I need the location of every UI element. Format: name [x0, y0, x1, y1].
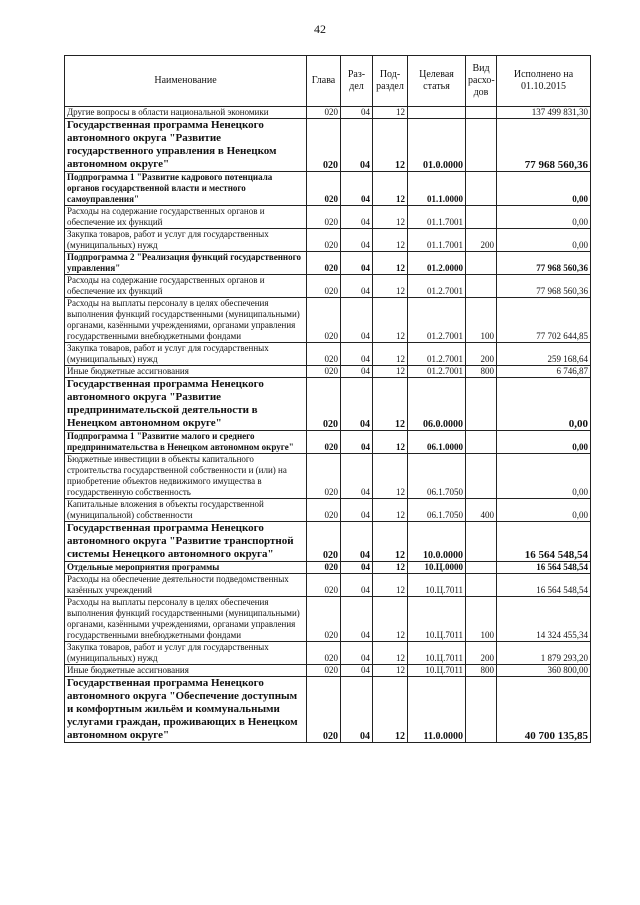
- cell-name: Отдельные мероприятия программы: [65, 562, 307, 574]
- cell-vid: [466, 172, 497, 206]
- cell-glava: 020: [307, 298, 341, 343]
- cell-statya: 01.1.7001: [408, 229, 466, 252]
- cell-vid: 200: [466, 343, 497, 366]
- cell-glava: 020: [307, 665, 341, 677]
- table-row: [65, 107, 591, 119]
- cell-name: Закупка товаров, работ и услуг для государственных (муниципальных) нужд: [65, 642, 307, 665]
- cell-ispolneno: 6 746,87: [497, 366, 591, 378]
- table-row: [65, 562, 591, 574]
- cell-glava: 020: [307, 229, 341, 252]
- header-podrazdel: Под- раздел: [373, 56, 408, 107]
- cell-glava: 020: [307, 107, 341, 119]
- table-row: [65, 665, 591, 677]
- table-row: [65, 229, 591, 252]
- cell-vid: 200: [466, 229, 497, 252]
- cell-podrazdel: 12: [373, 665, 408, 677]
- cell-podrazdel: 12: [373, 431, 408, 454]
- cell-ispolneno: 16 564 548,54: [497, 562, 591, 574]
- cell-podrazdel: 12: [373, 574, 408, 597]
- cell-razdel: 04: [341, 206, 373, 229]
- cell-razdel: 04: [341, 366, 373, 378]
- cell-name: Государственная программа Ненецкого автономного округа "Обеспечение доступным и комфортным жильём и коммунальными услугами граждан, проживающих в Ненецком автономном округе": [65, 677, 307, 743]
- cell-razdel: 04: [341, 454, 373, 499]
- cell-razdel: 04: [341, 107, 373, 119]
- cell-ispolneno: 16 564 548,54: [497, 574, 591, 597]
- cell-statya: 10.Ц.7011: [408, 574, 466, 597]
- cell-statya: 11.0.0000: [408, 677, 466, 743]
- header-statya: Целевая статья: [408, 56, 466, 107]
- cell-vid: 800: [466, 366, 497, 378]
- cell-podrazdel: 12: [373, 499, 408, 522]
- cell-razdel: 04: [341, 522, 373, 562]
- table-row: [65, 252, 591, 275]
- table-row: [65, 366, 591, 378]
- cell-razdel: 04: [341, 499, 373, 522]
- table-row: [65, 454, 591, 499]
- cell-razdel: 04: [341, 343, 373, 366]
- cell-name: Расходы на обеспечение деятельности подведомственных казённых учреждений: [65, 574, 307, 597]
- cell-statya: 01.2.0000: [408, 252, 466, 275]
- cell-razdel: 04: [341, 574, 373, 597]
- cell-name: Расходы на содержание государственных органов и обеспечение их функций: [65, 275, 307, 298]
- cell-name: Государственная программа Ненецкого автономного округа "Развитие транспортной системы Ненецкого автономного округа": [65, 522, 307, 562]
- cell-statya: [408, 107, 466, 119]
- cell-glava: 020: [307, 677, 341, 743]
- table-row: [65, 597, 591, 642]
- cell-name: Расходы на выплаты персоналу в целях обеспечения выполнения функций государственными (муниципальными) органами, казёнными учреждениями, органами управления государственными внебюджетными фондами: [65, 298, 307, 343]
- cell-statya: 01.2.7001: [408, 298, 466, 343]
- table-body: [65, 107, 591, 743]
- cell-vid: 100: [466, 298, 497, 343]
- cell-ispolneno: 0,00: [497, 229, 591, 252]
- cell-vid: [466, 275, 497, 298]
- cell-razdel: 04: [341, 378, 373, 431]
- cell-ispolneno: 16 564 548,54: [497, 522, 591, 562]
- cell-name: Подпрограмма 1 "Развитие кадрового потенциала органов государственной власти и местного самоуправления": [65, 172, 307, 206]
- cell-vid: [466, 119, 497, 172]
- cell-ispolneno: 77 968 560,36: [497, 119, 591, 172]
- table-row: [65, 677, 591, 743]
- cell-podrazdel: 12: [373, 298, 408, 343]
- cell-name: Государственная программа Ненецкого автономного округа "Развитие предпринимательской деятельности в Ненецком автономном округе": [65, 378, 307, 431]
- cell-ispolneno: 0,00: [497, 499, 591, 522]
- cell-podrazdel: 12: [373, 275, 408, 298]
- cell-vid: [466, 574, 497, 597]
- cell-ispolneno: 137 499 831,30: [497, 107, 591, 119]
- cell-vid: [466, 677, 497, 743]
- cell-vid: [466, 522, 497, 562]
- cell-podrazdel: 12: [373, 522, 408, 562]
- cell-glava: 020: [307, 562, 341, 574]
- cell-ispolneno: 259 168,64: [497, 343, 591, 366]
- cell-ispolneno: 77 968 560,36: [497, 252, 591, 275]
- table-header-row: [65, 56, 591, 107]
- cell-podrazdel: 12: [373, 562, 408, 574]
- cell-statya: 10.Ц.7011: [408, 642, 466, 665]
- cell-glava: 020: [307, 642, 341, 665]
- cell-razdel: 04: [341, 642, 373, 665]
- cell-name: Капитальные вложения в объекты государственной (муниципальной) собственности: [65, 499, 307, 522]
- cell-name: Закупка товаров, работ и услуг для государственных (муниципальных) нужд: [65, 229, 307, 252]
- table-row: [65, 574, 591, 597]
- cell-razdel: 04: [341, 298, 373, 343]
- cell-ispolneno: 360 800,00: [497, 665, 591, 677]
- cell-razdel: 04: [341, 677, 373, 743]
- cell-name: Подпрограмма 2 "Реализация функций государственного управления": [65, 252, 307, 275]
- cell-razdel: 04: [341, 275, 373, 298]
- cell-glava: 020: [307, 597, 341, 642]
- cell-glava: 020: [307, 252, 341, 275]
- table-row: [65, 642, 591, 665]
- cell-statya: 01.1.0000: [408, 172, 466, 206]
- cell-ispolneno: 0,00: [497, 172, 591, 206]
- cell-vid: 100: [466, 597, 497, 642]
- cell-name: Иные бюджетные ассигнования: [65, 665, 307, 677]
- cell-ispolneno: 77 968 560,36: [497, 275, 591, 298]
- budget-table: [64, 55, 591, 743]
- cell-name: Бюджетные инвестиции в объекты капитального строительства государственной собственности и (или) на приобретение объектов недвижимого имущества в государственную собственность: [65, 454, 307, 499]
- cell-podrazdel: 12: [373, 343, 408, 366]
- cell-statya: 06.1.0000: [408, 431, 466, 454]
- cell-statya: 06.0.0000: [408, 378, 466, 431]
- table-row: [65, 298, 591, 343]
- cell-ispolneno: 0,00: [497, 431, 591, 454]
- cell-vid: [466, 562, 497, 574]
- cell-podrazdel: 12: [373, 454, 408, 499]
- cell-razdel: 04: [341, 597, 373, 642]
- cell-glava: 020: [307, 454, 341, 499]
- cell-vid: [466, 431, 497, 454]
- cell-vid: 200: [466, 642, 497, 665]
- cell-statya: 01.2.7001: [408, 366, 466, 378]
- cell-podrazdel: 12: [373, 229, 408, 252]
- cell-glava: 020: [307, 366, 341, 378]
- cell-glava: 020: [307, 522, 341, 562]
- cell-statya: 01.2.7001: [408, 275, 466, 298]
- cell-name: Закупка товаров, работ и услуг для государственных (муниципальных) нужд: [65, 343, 307, 366]
- header-razdel: Раз- дел: [341, 56, 373, 107]
- cell-podrazdel: 12: [373, 107, 408, 119]
- cell-ispolneno: 77 702 644,85: [497, 298, 591, 343]
- cell-razdel: 04: [341, 119, 373, 172]
- table-row: [65, 378, 591, 431]
- cell-statya: 06.1.7050: [408, 454, 466, 499]
- cell-ispolneno: 1 879 293,20: [497, 642, 591, 665]
- table-row: [65, 172, 591, 206]
- header-name: Наименование: [65, 56, 307, 107]
- cell-podrazdel: 12: [373, 378, 408, 431]
- cell-statya: 10.Ц.0000: [408, 562, 466, 574]
- header-ispolneno: Исполнено на 01.10.2015: [497, 56, 591, 107]
- cell-glava: 020: [307, 206, 341, 229]
- cell-name: Иные бюджетные ассигнования: [65, 366, 307, 378]
- cell-razdel: 04: [341, 252, 373, 275]
- cell-glava: 020: [307, 343, 341, 366]
- cell-vid: [466, 454, 497, 499]
- cell-ispolneno: 14 324 455,34: [497, 597, 591, 642]
- cell-vid: [466, 107, 497, 119]
- cell-podrazdel: 12: [373, 172, 408, 206]
- cell-vid: [466, 378, 497, 431]
- cell-razdel: 04: [341, 229, 373, 252]
- header-glava: Глава: [307, 56, 341, 107]
- cell-statya: 10.0.0000: [408, 522, 466, 562]
- cell-statya: 01.1.7001: [408, 206, 466, 229]
- cell-ispolneno: 0,00: [497, 378, 591, 431]
- cell-glava: 020: [307, 172, 341, 206]
- cell-statya: 10.Ц.7011: [408, 665, 466, 677]
- cell-name: Другие вопросы в области национальной экономики: [65, 107, 307, 119]
- cell-podrazdel: 12: [373, 677, 408, 743]
- cell-podrazdel: 12: [373, 119, 408, 172]
- cell-ispolneno: 0,00: [497, 206, 591, 229]
- table-row: [65, 343, 591, 366]
- page-number: 42: [314, 22, 326, 36]
- cell-glava: 020: [307, 119, 341, 172]
- cell-glava: 020: [307, 378, 341, 431]
- table-row: [65, 499, 591, 522]
- cell-razdel: 04: [341, 665, 373, 677]
- cell-statya: 01.0.0000: [408, 119, 466, 172]
- cell-podrazdel: 12: [373, 206, 408, 229]
- cell-podrazdel: 12: [373, 366, 408, 378]
- header-vid: Вид расхо- дов: [466, 56, 497, 107]
- cell-name: Расходы на содержание государственных органов и обеспечение их функций: [65, 206, 307, 229]
- cell-vid: 400: [466, 499, 497, 522]
- cell-ispolneno: 0,00: [497, 454, 591, 499]
- table-row: [65, 275, 591, 298]
- cell-glava: 020: [307, 574, 341, 597]
- cell-ispolneno: 40 700 135,85: [497, 677, 591, 743]
- cell-name: Государственная программа Ненецкого автономного округа "Развитие государственного управления в Ненецком автономном округе": [65, 119, 307, 172]
- cell-podrazdel: 12: [373, 597, 408, 642]
- cell-razdel: 04: [341, 172, 373, 206]
- cell-podrazdel: 12: [373, 642, 408, 665]
- cell-statya: 06.1.7050: [408, 499, 466, 522]
- table-row: [65, 206, 591, 229]
- cell-razdel: 04: [341, 562, 373, 574]
- cell-statya: 01.2.7001: [408, 343, 466, 366]
- cell-vid: [466, 206, 497, 229]
- table-row: [65, 119, 591, 172]
- table-row: [65, 431, 591, 454]
- cell-razdel: 04: [341, 431, 373, 454]
- table-row: [65, 522, 591, 562]
- cell-podrazdel: 12: [373, 252, 408, 275]
- cell-glava: 020: [307, 499, 341, 522]
- cell-statya: 10.Ц.7011: [408, 597, 466, 642]
- cell-glava: 020: [307, 431, 341, 454]
- cell-name: Подпрограмма 1 "Развитие малого и среднего предпринимательства в Ненецком автономном округе": [65, 431, 307, 454]
- cell-vid: 800: [466, 665, 497, 677]
- cell-glava: 020: [307, 275, 341, 298]
- cell-vid: [466, 252, 497, 275]
- cell-name: Расходы на выплаты персоналу в целях обеспечения выполнения функций государственными (муниципальными) органами, казёнными учреждениями, органами управления государственными внебюджетными фондами: [65, 597, 307, 642]
